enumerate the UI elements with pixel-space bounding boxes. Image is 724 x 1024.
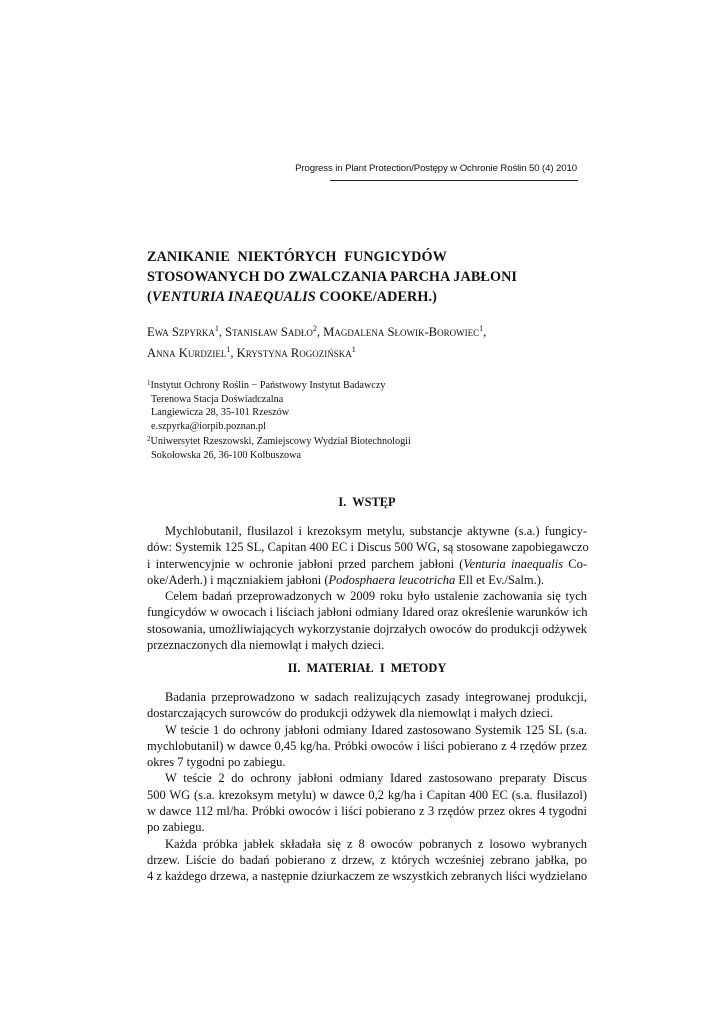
title-line-2: STOSOWANYCH DO ZWALCZANIA PARCHA JABŁONI [147,269,518,285]
author-line-1 [147,320,587,341]
species-name: Venturia inaequalis [463,556,564,571]
text-line: okres 7 tygodni po zabiegu. [147,755,286,770]
title-species: VENTURIA INAEQUALIS [151,289,316,305]
author-name: , Krystyna Rogozińska [230,346,352,360]
text-line: fungicydów w owocach i liściach jabłoni odmiany Idared oraz określenie warunków ich [147,605,588,620]
affiliation-line: Sokołowska 26, 36-100 Kolbuszowa [151,449,301,461]
section-heading-intro: I. WSTĘP [338,495,396,509]
text-line: stosowania, umożliwiających wykorzystanie dojrzałych owoców do produkcji odżywek [147,621,587,636]
affiliation-line [147,377,587,393]
section-intro-body [147,523,587,653]
text-line: przeznaczonych dla niemowląt i małych dzieci. [147,638,385,653]
text-line: po zabiegu. [147,820,205,835]
text-line: W teście 1 do ochrony jabłoni odmiany Idared zastosowano Systemik 125 SL (s.a. [165,722,587,737]
title-line-1: ZANIKANIE NIEKTÓRYCH FUNGICYDÓW [147,249,447,265]
affiliation-line: Langiewicza 28, 35-101 Rzeszów [151,407,290,418]
author-name: , Stanisław Sadło [218,325,313,339]
affiliation-email: e.szpyrka@iorpib.poznan.pl [151,420,266,432]
text-line: Mychlobutanil, flusilazol i krezoksym metylu, substancje aktywne (s.a.) fungicy- [165,524,587,538]
text-line: W teście 2 do ochrony jabłoni odmiany Idared zastosowano preparaty Discus [165,771,587,786]
author-name: , Magdalena Słowik-Borowiec [316,325,480,339]
author-line-2 [147,341,587,362]
affil-mark: 1 [147,379,151,387]
text-run: Co- [563,556,588,571]
text-run: i interwencyjnie w ochronie jabłoni przed parchem jabłoni ( [147,556,464,571]
text-line: dów: Systemik 125 SL, Capitan 400 EC i Discus 500 WG, są stosowane zapobiegawczo [147,540,589,555]
affiliation-line [147,433,587,449]
text-line: dostarczających surowców do produkcji odżywek dla niemowląt i małych dzieci. [147,706,554,721]
affil-text: Uniwersytet Rzeszowski, Zamiejscowy Wydział Biotechnologii [150,436,411,447]
section-heading-methods: II. MATERIAŁ I METODY [287,661,447,675]
affiliation-line: Terenowa Stacja Doświadczalna [151,393,284,405]
author-affil-mark: 2 [312,324,317,333]
text-line: 4 z każdego drzewa, a następnie dziurkaczem ze wszystkich zebranych liści wydzielano [147,869,588,884]
text-line [147,556,587,572]
author-list [147,320,587,362]
title-line-3 [147,287,587,307]
article-title [147,247,587,307]
running-head: Progress in Plant Protection/Postępy w Ochronie Roślin 50 (4) 2010 [295,163,577,174]
title-paren: ( [147,289,152,305]
author-name: Ewa Szpyrka [147,325,215,339]
text-line: 500 WG (s.a. krezoksym metylu) w dawce 0,2 kg/ha i Capitan 400 EC (s.a. flusilazol) [147,787,587,802]
header-rule [330,180,578,181]
author-affil-mark: 1 [226,345,231,354]
title-authority: COOKE/ADERH.) [315,289,437,305]
species-name: Podosphaera leucotricha [328,572,456,587]
affil-text: Instytut Ochrony Roślin − Państwowy Instytut Badawczy [150,380,386,391]
section-methods-body [147,689,587,885]
text-line: Badania przeprowadzono w sadach realizujących zasady integrowanej produkcji, [165,690,587,704]
affil-mark: 2 [147,435,151,443]
affiliations [147,377,587,462]
text-line: mychlobutanil) w dawce 0,45 kg/ha. Próbki owoców i liści pobierano z 4 rzędów przez [147,738,587,753]
text-line [147,572,587,588]
text-line: drzew. Liście do badań pobierano z drzew, z których wcześniej zebrano jabłka, po [147,852,587,867]
text-line: w dawce 112 ml/ha. Próbki owoców i liści pobierano z 3 rzędów przez okres 4 tygodni [147,804,587,819]
author-affil-mark: 1 [479,324,484,333]
author-sep: , [483,325,487,339]
text-line: Każda próbka jabłek składała się z 8 owoców pobranych z losowo wybranych [165,836,587,851]
author-affil-mark: 1 [214,324,219,333]
text-run: oke/Aderh.) i mączniakiem jabłoni ( [147,572,329,587]
author-name: Anna Kurdziel [147,346,227,360]
text-line: Celem badań przeprowadzonych w 2009 roku było ustalenie zachowania się tych [165,589,587,604]
author-affil-mark: 1 [351,345,356,354]
text-run: Ell et Ev./Salm.). [455,572,545,587]
